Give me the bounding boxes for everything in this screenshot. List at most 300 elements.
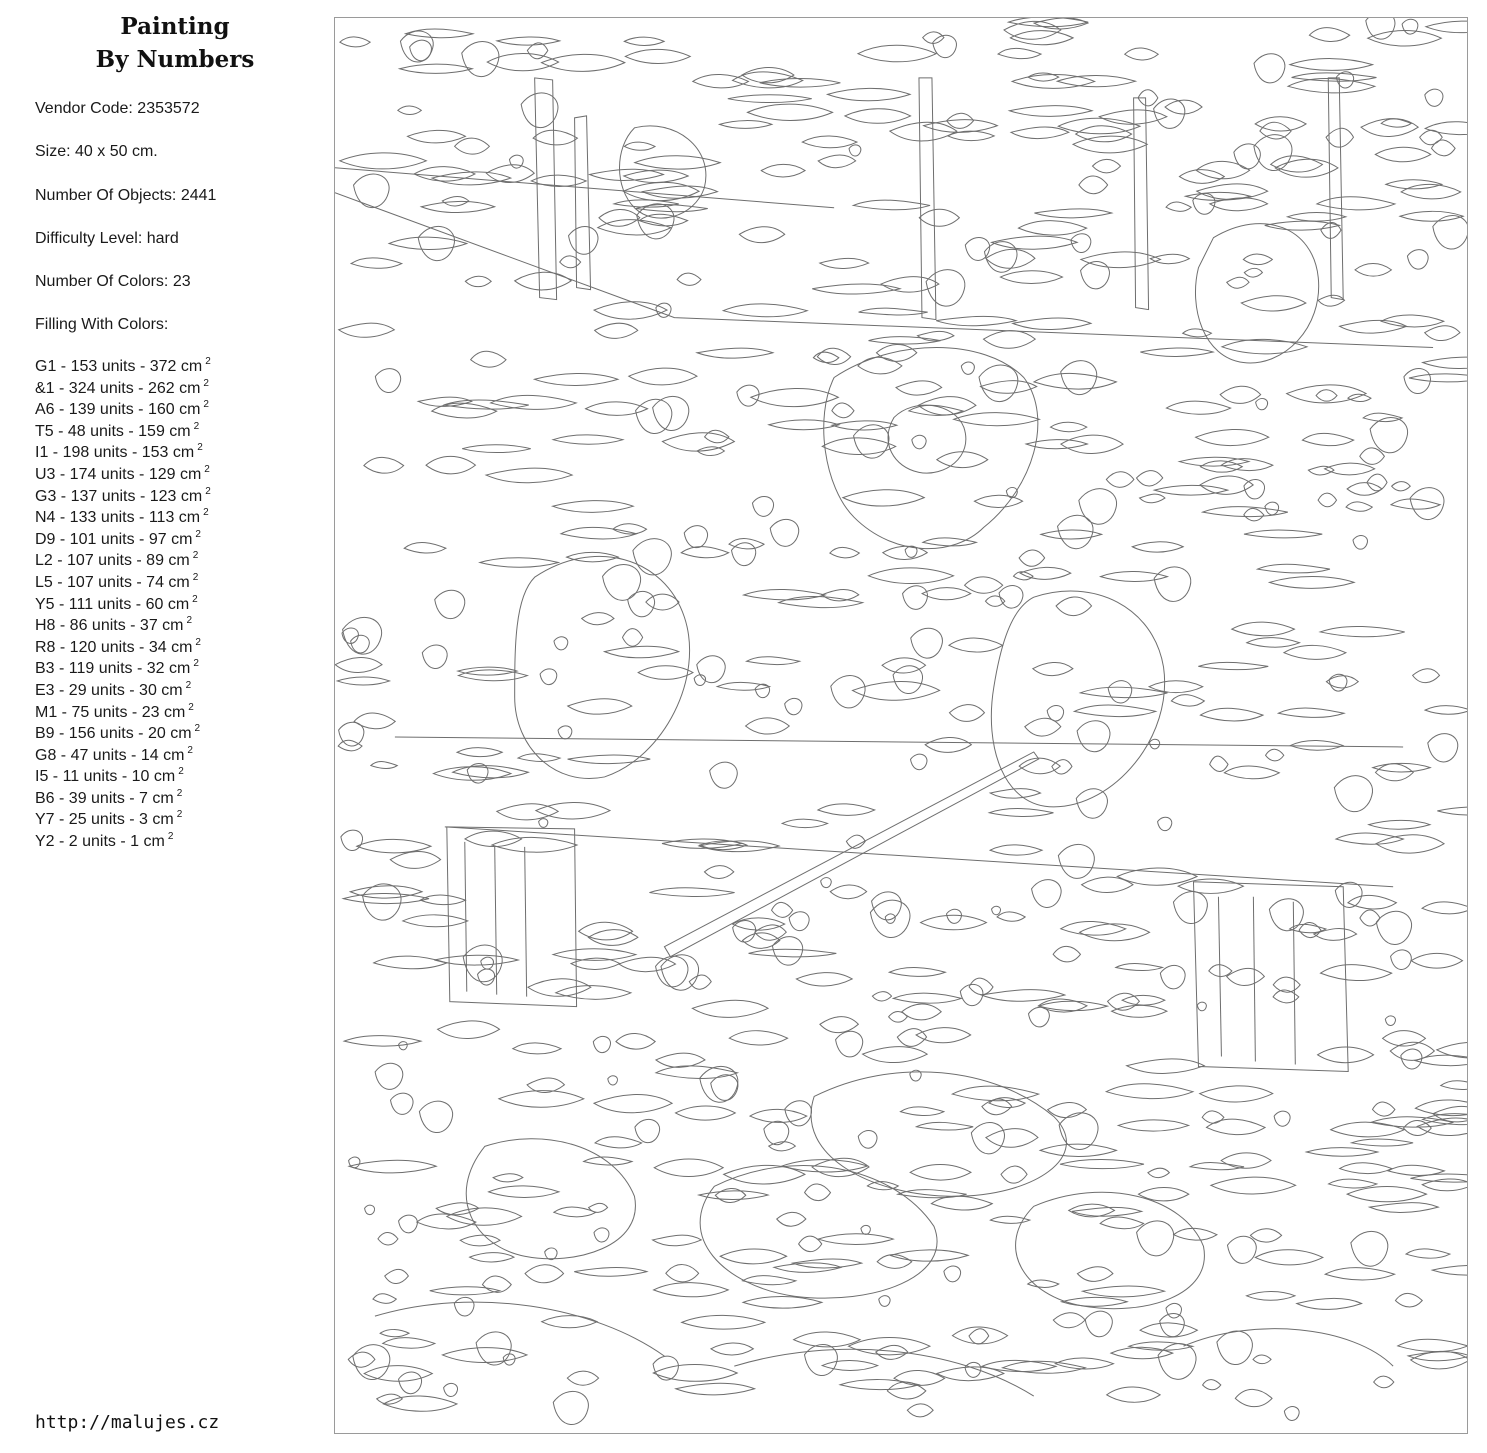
region-outline: [965, 237, 989, 260]
region-outline: [349, 1157, 360, 1168]
color-legend-list: [35, 356, 211, 853]
region-outline: [1246, 1291, 1295, 1300]
region-outline: [1173, 892, 1207, 924]
region-outline: [1422, 902, 1467, 914]
region-outline: [540, 669, 557, 685]
color-legend-item: [35, 702, 211, 724]
region-outline: [404, 542, 446, 553]
color-legend-item: [35, 615, 211, 637]
region-outline: [375, 1063, 403, 1089]
region-outline: [979, 365, 1018, 402]
region-outline: [1425, 89, 1443, 106]
region-outline: [339, 323, 395, 337]
area-unit-superscript: 2: [195, 528, 201, 540]
region-outline: [907, 1404, 933, 1417]
region-outline: [1266, 749, 1284, 761]
region-outline: [337, 677, 389, 685]
region-outline: [1013, 318, 1091, 330]
region-outline: [742, 933, 779, 948]
region-outline: [1370, 417, 1407, 452]
region-outline: [868, 568, 953, 584]
color-legend-item: [35, 745, 211, 767]
region-outline: [831, 676, 865, 708]
region-outline: [377, 1394, 403, 1404]
region-outline: [432, 403, 497, 418]
region-outline: [656, 956, 688, 987]
region-outline: [414, 167, 475, 182]
region-outline: [380, 1329, 409, 1336]
region-outline: [1361, 119, 1418, 137]
region-outline: [1079, 176, 1108, 194]
region-outline: [1200, 1086, 1273, 1102]
region-outline: [990, 1216, 1029, 1223]
region-outline: [455, 138, 490, 154]
region-outline: [853, 200, 930, 210]
color-legend-item: [35, 464, 211, 486]
region-outline: [649, 888, 734, 897]
region-outline: [1092, 159, 1120, 172]
region-outline: [619, 957, 676, 971]
region-outline: [344, 1036, 421, 1046]
region-outline: [1376, 911, 1411, 944]
region-outline: [378, 1232, 398, 1245]
region-outline: [491, 395, 577, 409]
paint-by-numbers-canvas: [334, 17, 1468, 1434]
color-legend-item: [35, 442, 211, 464]
region-outline: [371, 762, 397, 769]
region-outline: [983, 331, 1035, 349]
region-outline: [711, 1075, 738, 1101]
region-outline: [1190, 1163, 1244, 1170]
region-outline: [624, 142, 655, 150]
region-outline: [820, 1017, 859, 1033]
region-outline: [1278, 708, 1344, 717]
region-outline: [1056, 597, 1092, 616]
region-outline: [666, 1265, 699, 1282]
region-outline: [1082, 877, 1133, 892]
region-outline: [493, 1174, 523, 1182]
area-unit-superscript: 2: [176, 809, 183, 821]
region-outline: [486, 468, 572, 483]
region-outline: [818, 804, 875, 816]
color-legend-text: I1 - 198 units - 153 cm: [35, 444, 195, 462]
region-outline: [375, 369, 400, 393]
region-outline: [553, 1391, 588, 1424]
region-outline: [1034, 18, 1088, 29]
region-outline: [1061, 435, 1123, 453]
region-outline: [822, 1360, 878, 1370]
area-unit-superscript: 2: [203, 507, 209, 519]
region-outline: [1346, 502, 1372, 511]
region-outline: [916, 1122, 973, 1130]
region-outline: [418, 226, 454, 260]
area-unit-superscript: 2: [204, 463, 210, 475]
region-outline: [785, 698, 802, 714]
area-unit-superscript: 2: [167, 831, 174, 843]
region-outline: [421, 201, 494, 212]
region-outline: [1080, 924, 1150, 941]
region-outline: [1426, 21, 1467, 33]
region-outline: [390, 1093, 413, 1114]
region-outline: [1284, 1407, 1299, 1421]
region-outline: [1388, 1165, 1444, 1175]
color-legend-text: L5 - 107 units - 74 cm: [35, 573, 190, 591]
region-outline: [750, 1109, 807, 1122]
region-outline: [752, 496, 773, 516]
color-legend-text: N4 - 133 units - 113 cm: [35, 509, 201, 527]
region-outline: [1292, 73, 1377, 81]
region-outline: [900, 1107, 943, 1116]
region-outline: [1409, 374, 1467, 382]
region-outline: [717, 682, 770, 690]
region-outline: [1140, 1323, 1197, 1337]
region-outline: [399, 1372, 422, 1394]
region-outline: [1433, 215, 1467, 249]
region-outline: [911, 754, 927, 770]
region-outline: [925, 737, 971, 752]
region-outline: [1077, 721, 1110, 752]
region-outline: [454, 1297, 474, 1316]
filling-heading: Filling With Colors:: [35, 316, 169, 334]
region-outline: [633, 539, 671, 575]
region-outline: [341, 830, 363, 850]
region-outline: [1032, 880, 1062, 908]
region-outline: [1150, 254, 1189, 263]
region-outline: [989, 809, 1053, 817]
region-outline: [1321, 222, 1341, 238]
region-outline: [389, 237, 467, 249]
region-outline: [582, 613, 614, 625]
region-outline: [1410, 488, 1444, 520]
region-outline: [1391, 499, 1440, 509]
region-outline: [350, 886, 422, 898]
region-outline: [1019, 550, 1045, 566]
region-outline: [699, 1191, 768, 1200]
region-outline: [1074, 705, 1155, 717]
region-outline: [1158, 817, 1172, 830]
region-outline: [1079, 489, 1117, 525]
difficulty-level: Difficulty Level: hard: [35, 229, 179, 247]
region-outline: [843, 490, 924, 506]
region-outline: [1011, 127, 1069, 139]
region-outline: [642, 186, 717, 198]
region-outline: [1227, 277, 1249, 288]
region-outline: [728, 95, 812, 103]
region-outline: [1353, 536, 1367, 550]
region-outline: [960, 984, 983, 1005]
region-outline: [1284, 645, 1346, 659]
region-outline: [681, 547, 729, 558]
region-outline: [969, 978, 993, 994]
area-unit-superscript: 2: [185, 679, 192, 691]
region-outline: [1132, 542, 1183, 552]
color-legend-text: E3 - 29 units - 30 cm: [35, 681, 183, 699]
region-outline: [710, 762, 738, 788]
region-outline: [1081, 262, 1110, 289]
region-outline: [1302, 433, 1353, 445]
region-outline: [821, 878, 832, 888]
region-outline: [1320, 965, 1391, 981]
region-outline: [1053, 946, 1080, 962]
region-outline: [340, 37, 370, 47]
region-outline: [1290, 59, 1373, 71]
region-outline: [462, 445, 531, 453]
region-outline: [351, 258, 402, 269]
region-outline: [588, 930, 638, 946]
vendor-code: Vendor Code: 2353572: [35, 100, 200, 117]
region-outline: [732, 543, 756, 566]
region-outline: [593, 1036, 610, 1052]
region-outline: [426, 456, 475, 473]
region-outline: [1258, 564, 1330, 573]
region-outline: [999, 586, 1023, 609]
region-outline: [1425, 122, 1467, 135]
region-outline: [885, 914, 895, 923]
area-unit-superscript: 2: [193, 658, 199, 670]
region-outline: [1060, 1159, 1144, 1168]
region-outline: [558, 726, 572, 739]
region-outline: [832, 403, 854, 418]
color-legend-item: [35, 486, 211, 508]
region-outline: [492, 837, 577, 852]
region-outline: [419, 1101, 452, 1132]
region-outline: [894, 1370, 945, 1385]
region-outline: [1197, 1002, 1206, 1011]
color-legend-text: L2 - 107 units - 89 cm: [35, 552, 190, 570]
region-outline: [889, 1011, 908, 1022]
region-outline: [764, 1121, 789, 1144]
region-outline: [1255, 1250, 1323, 1265]
color-legend-item: [35, 550, 211, 572]
region-outline: [902, 1004, 941, 1020]
region-outline: [1140, 494, 1165, 503]
region-outline: [636, 399, 672, 433]
region-outline: [1314, 928, 1357, 940]
region-outline: [876, 345, 916, 362]
area-unit-superscript: 2: [192, 593, 198, 605]
region-outline: [1197, 184, 1268, 200]
region-outline: [624, 37, 664, 45]
region-outline: [513, 1043, 561, 1054]
region-outline: [986, 249, 1035, 268]
region-outline: [969, 1329, 989, 1344]
region-outline: [1099, 110, 1166, 124]
region-outline: [1174, 1228, 1217, 1240]
area-unit-superscript: 2: [194, 723, 201, 735]
region-outline: [407, 130, 465, 143]
area-unit-superscript: 2: [176, 787, 183, 799]
region-outline: [1053, 1313, 1085, 1328]
area-unit-superscript: 2: [178, 766, 184, 778]
region-outline: [1154, 567, 1191, 602]
region-outline: [677, 273, 701, 285]
region-outline: [354, 713, 395, 729]
region-outline: [486, 165, 534, 183]
region-outline: [1235, 1389, 1272, 1406]
region-outline: [761, 164, 805, 177]
region-outline: [744, 589, 825, 599]
region-outline: [1317, 197, 1395, 210]
color-legend-item: [35, 723, 211, 745]
region-outline: [447, 1208, 522, 1225]
region-outline: [872, 992, 891, 1001]
region-outline: [595, 323, 638, 338]
region-outline: [335, 658, 382, 673]
region-outline: [881, 277, 939, 292]
region-outline: [1085, 1311, 1112, 1337]
region-outline: [1112, 1005, 1167, 1017]
region-outline: [1196, 429, 1269, 445]
region-outline: [499, 1091, 584, 1108]
region-outline: [480, 558, 558, 568]
region-outline: [435, 590, 465, 618]
region-outline: [1369, 820, 1430, 829]
region-outline: [515, 272, 572, 290]
region-outline: [769, 420, 839, 430]
region-outline: [720, 121, 772, 129]
region-outline: [1363, 413, 1402, 421]
region-outline: [1034, 373, 1116, 389]
region-outline: [1407, 250, 1428, 270]
region-outline: [1400, 211, 1463, 221]
region-outline: [861, 1225, 871, 1234]
color-legend-text: M1 - 75 units - 23 cm: [35, 703, 186, 721]
color-legend-text: B3 - 119 units - 32 cm: [35, 660, 191, 678]
region-outline: [933, 35, 957, 57]
region-outline: [1375, 147, 1431, 161]
region-outline: [944, 1266, 961, 1282]
region-outline: [1287, 385, 1366, 403]
region-outline: [1428, 734, 1458, 762]
color-legend-item: [35, 809, 211, 831]
area-unit-superscript: 2: [203, 399, 209, 411]
color-legend-item: [35, 594, 211, 616]
region-outline: [1290, 740, 1343, 750]
region-outline: [949, 705, 984, 722]
region-outline: [1406, 1249, 1450, 1258]
region-outline: [390, 852, 440, 869]
color-legend-item: [35, 637, 211, 659]
region-outline: [374, 956, 447, 969]
title-line-1: Painting: [120, 13, 230, 40]
color-legend-text: D9 - 101 units - 97 cm: [35, 530, 193, 548]
region-outline: [385, 1269, 409, 1283]
region-outline: [567, 1371, 598, 1385]
region-outline: [1101, 572, 1168, 582]
region-outline: [1355, 263, 1391, 276]
color-legend-item: [35, 529, 211, 551]
region-outline: [1347, 483, 1382, 496]
region-outline: [1340, 1163, 1392, 1174]
region-outline: [1352, 1139, 1414, 1146]
region-outline: [1106, 472, 1134, 488]
object-count: Number Of Objects: 2441: [35, 186, 217, 204]
region-outline: [1108, 681, 1132, 703]
color-legend-text: &1 - 324 units - 262 cm: [35, 379, 201, 397]
region-outline: [400, 64, 473, 73]
region-outline: [805, 1184, 831, 1201]
region-outline: [1106, 1084, 1193, 1099]
region-outline: [1308, 466, 1334, 475]
region-outline: [859, 308, 928, 315]
region-outline: [1166, 1303, 1181, 1318]
region-outline: [1340, 320, 1407, 333]
region-outline: [545, 1248, 557, 1260]
color-legend-text: I5 - 11 units - 10 cm: [35, 768, 176, 786]
region-outline: [739, 227, 784, 243]
region-outline: [444, 1383, 458, 1396]
region-outline: [858, 357, 902, 374]
region-outline: [1029, 1007, 1050, 1027]
region-outline: [539, 819, 548, 828]
region-outline: [1297, 1298, 1362, 1309]
region-outline: [1183, 329, 1212, 337]
region-outline: [897, 1029, 926, 1047]
region-outline: [818, 1234, 893, 1245]
area-unit-superscript: 2: [205, 356, 211, 367]
region-outline: [836, 1031, 863, 1057]
region-outline: [772, 937, 802, 966]
region-outline: [1232, 622, 1295, 636]
region-outline: [1158, 1344, 1196, 1380]
region-outline: [919, 209, 959, 226]
region-outline: [882, 658, 926, 673]
region-outline: [676, 1383, 755, 1395]
website-link[interactable]: http://malujes.cz: [35, 1412, 220, 1433]
region-outline: [922, 588, 971, 600]
region-outline: [1039, 1001, 1108, 1010]
region-outline: [1411, 953, 1462, 968]
region-outline: [603, 564, 641, 600]
region-outline: [497, 804, 558, 820]
region-outline: [1432, 1265, 1467, 1275]
region-outline: [1203, 1380, 1221, 1390]
region-outline: [858, 45, 936, 62]
region-outline: [947, 909, 962, 923]
region-outline: [594, 1095, 672, 1113]
color-legend-text: Y5 - 111 units - 60 cm: [35, 595, 190, 613]
region-outline: [533, 130, 577, 145]
region-outline: [954, 413, 1040, 426]
region-outline: [1269, 899, 1303, 931]
region-outline: [1000, 271, 1062, 284]
region-outline: [1329, 674, 1347, 691]
color-legend-item: [35, 680, 211, 702]
region-outline: [1254, 54, 1285, 83]
region-outline: [364, 457, 404, 473]
info-sidebar: [0, 0, 330, 1453]
color-legend-item: [35, 572, 211, 594]
region-outline: [697, 656, 725, 683]
region-outline: [1367, 474, 1387, 491]
region-outline: [911, 628, 943, 658]
region-outline: [1193, 193, 1215, 214]
region-outline: [743, 1296, 822, 1308]
region-outline: [654, 1159, 723, 1177]
region-outline: [354, 174, 390, 208]
region-outline: [1166, 401, 1230, 414]
region-outline: [553, 501, 634, 513]
region-outline: [924, 120, 998, 133]
region-outline: [1050, 422, 1086, 431]
region-outline: [782, 819, 828, 827]
region-outline: [422, 645, 447, 668]
region-outline: [1222, 339, 1307, 354]
color-legend-item: [35, 766, 211, 788]
region-outline: [638, 666, 693, 680]
region-outline: [1351, 1231, 1388, 1266]
region-outline: [654, 1283, 729, 1297]
